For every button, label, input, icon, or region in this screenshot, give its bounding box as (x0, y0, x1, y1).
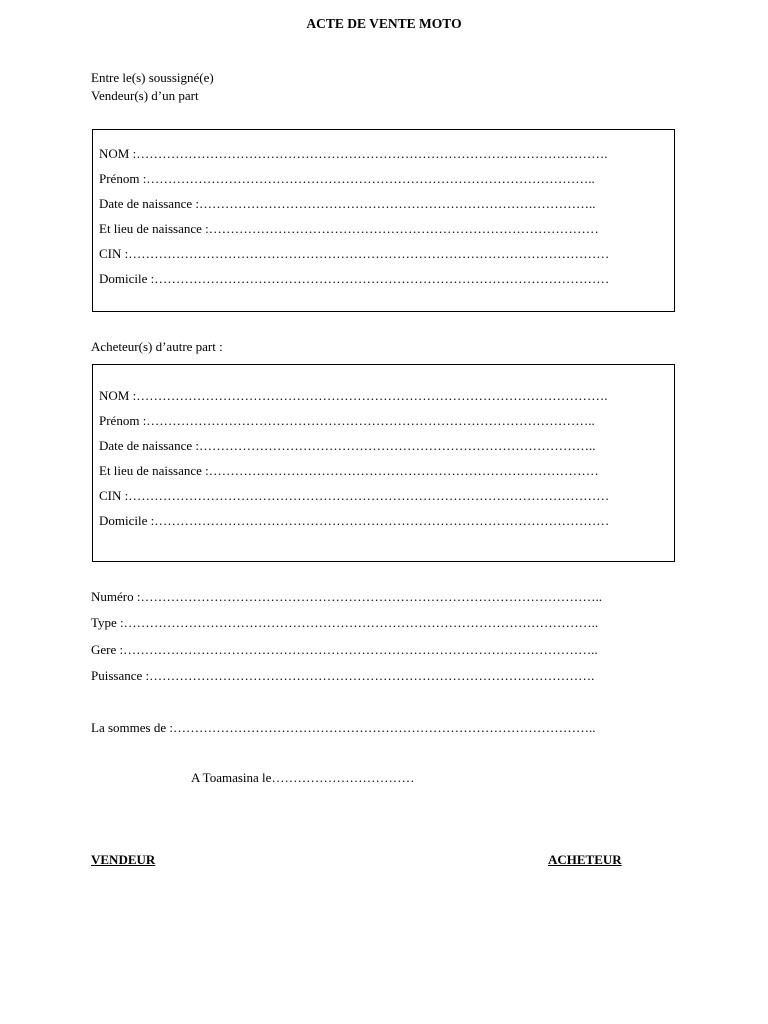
acheteur-nom-field: NOM :………………………………………………………………………………………………. (99, 388, 608, 403)
vendeur-signature-label: VENDEUR (91, 852, 156, 867)
vendeur-cin-field: CIN :………………………………………………………………………………………………… (99, 246, 610, 261)
acheteur-info-box (92, 364, 675, 562)
acheteur-lieu-naissance-field: Et lieu de naissance :……………………………………………………………………………… (99, 463, 599, 478)
acheteur-prenom-field: Prénom :………………………………………………………………………………………….. (99, 413, 595, 428)
moto-puissance-field: Puissance :…………………………………………………………………………………………. (91, 668, 595, 683)
intro-line-2: Vendeur(s) d’un part (91, 88, 199, 103)
acheteur-date-naissance-field: Date de naissance :……………………………………………………………………………….. (99, 438, 596, 453)
moto-type-field: Type :……………………………………………………………………………………………….. (91, 615, 599, 630)
somme-field: La sommes de :…………………………………………………………………………………….. (91, 720, 596, 735)
vendeur-lieu-naissance-field: Et lieu de naissance :……………………………………………………………………………… (99, 221, 599, 236)
vendeur-nom-field: NOM :………………………………………………………………………………………………. (99, 146, 608, 161)
acheteur-domicile-field: Domicile :…………………………………………………………………………………………… (99, 513, 610, 528)
lieu-date-field: A Toamasina le…………………………… (191, 770, 415, 785)
vendeur-domicile-field: Domicile :…………………………………………………………………………………………… (99, 271, 610, 286)
intro-line-1: Entre le(s) soussigné(e) (91, 70, 214, 85)
vendeur-info-box (92, 129, 675, 312)
document-title: ACTE DE VENTE MOTO (306, 16, 462, 31)
vendeur-date-naissance-field: Date de naissance :……………………………………………………………………………….. (99, 196, 596, 211)
vendeur-prenom-field: Prénom :………………………………………………………………………………………….. (99, 171, 595, 186)
acheteur-heading: Acheteur(s) d’autre part : (91, 339, 223, 354)
acheteur-cin-field: CIN :………………………………………………………………………………………………… (99, 488, 610, 503)
moto-gere-field: Gere :……………………………………………………………………………………………….. (91, 642, 598, 657)
moto-numero-field: Numéro :…………………………………………………………………………………………….. (91, 589, 602, 604)
acheteur-signature-label: ACHETEUR (548, 852, 622, 867)
